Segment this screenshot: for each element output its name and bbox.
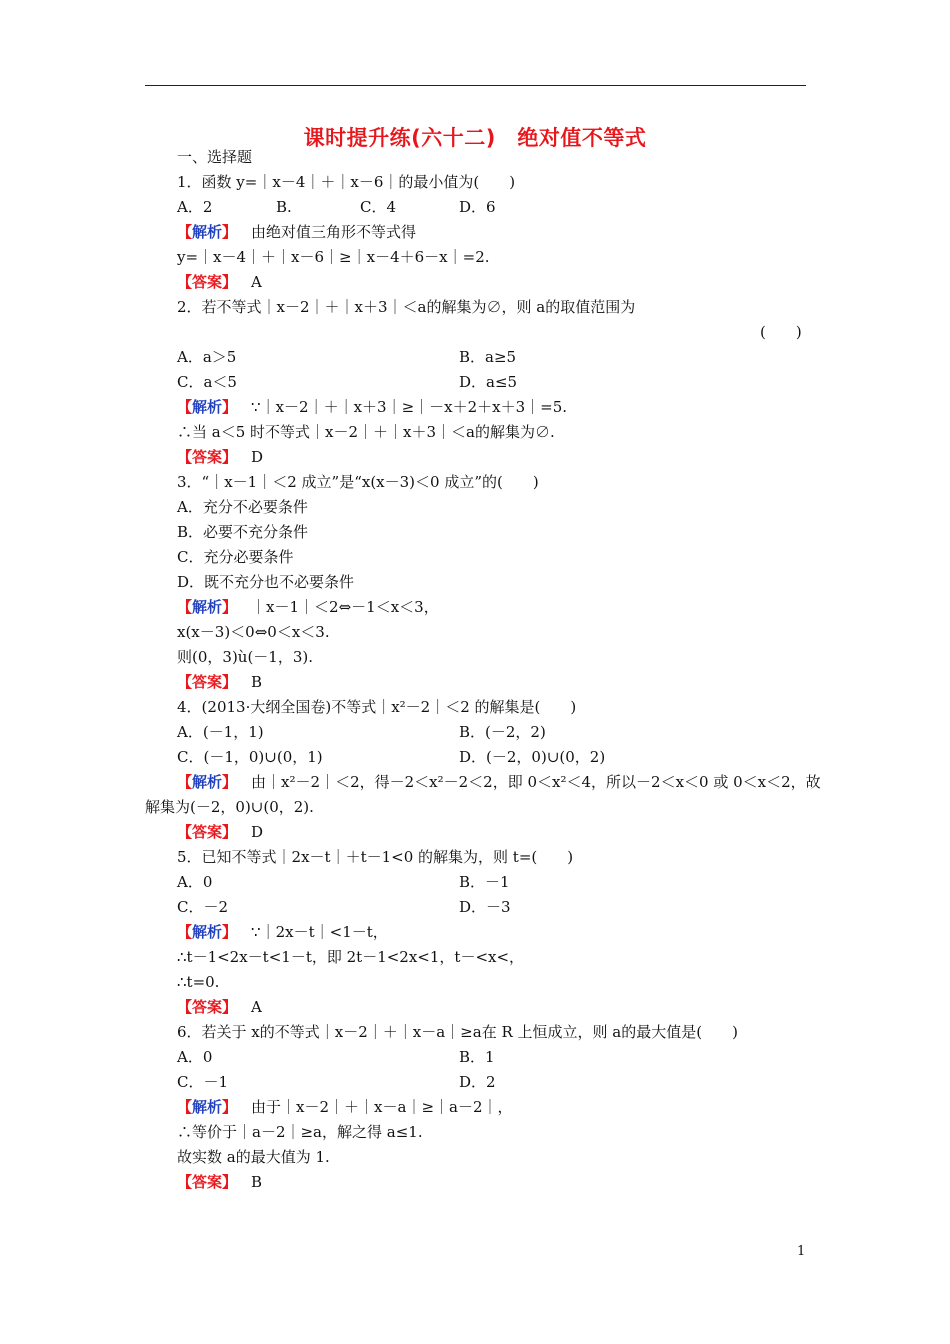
q2-option-a: A．a＞5 <box>177 348 237 366</box>
q6-option-a: A．0 <box>177 1048 213 1066</box>
q4-option-b: B．(－2，2) <box>459 723 546 741</box>
answer-tag: 【答案】 <box>177 673 238 691</box>
q1-analysis-line-2: y=｜x－4｜＋｜x－6｜≥｜x－4＋6－x｜=2. <box>177 248 490 266</box>
q6-option-b: B．1 <box>459 1048 495 1066</box>
q3-option-a: A．充分不必要条件 <box>177 498 308 516</box>
q4-analysis-line-2: 解集为(－2，0)∪(0，2). <box>145 798 314 816</box>
section-heading: 一、选择题 <box>177 148 253 166</box>
q5-option-b: B．－1 <box>459 873 510 891</box>
q5-stem: 5．已知不等式｜2x－t｜＋t－1<0 的解集为，则 t=( ) <box>177 848 574 866</box>
q1-analysis-line-1: 【解析】 由绝对值三角形不等式得 <box>177 223 417 241</box>
q2-option-c: C．a＜5 <box>177 373 237 391</box>
q1-option-d: D．6 <box>459 198 496 216</box>
header-rule <box>145 85 806 86</box>
q6-option-d: D．2 <box>459 1073 496 1091</box>
q5-analysis-line-2: ∴t－1<2x－t<1－t，即 2t－1<2x<1，t－<x<， <box>177 948 525 966</box>
analysis-tag: 【解析】 <box>177 923 238 941</box>
q4-stem: 4．(2013·大纲全国卷)不等式｜x²－2｜＜2 的解集是( ) <box>177 698 577 716</box>
q1-option-a: A．2 <box>177 198 213 216</box>
answer-tag: 【答案】 <box>177 823 238 841</box>
answer-tag: 【答案】 <box>177 273 238 291</box>
answer-tag: 【答案】 <box>177 448 238 466</box>
q3-analysis-line-3: 则(0，3)ù(－1，3). <box>177 648 314 666</box>
q3-analysis-line-2: x(x－3)＜0⇔0＜x＜3. <box>177 623 330 641</box>
answer-tag: 【答案】 <box>177 1173 238 1191</box>
q2-paren: ( ) <box>760 323 802 341</box>
q2-option-b: B．a≥5 <box>459 348 517 366</box>
q4-option-d: D．(－2，0)∪(0，2) <box>459 748 606 766</box>
q6-option-c: C．－1 <box>177 1073 229 1091</box>
q5-option-a: A．0 <box>177 873 213 891</box>
q6-analysis-line-1: 【解析】 由于｜x－2｜＋｜x－a｜≥｜a－2｜， <box>177 1098 513 1116</box>
q1-answer: 【答案】 A <box>177 273 262 291</box>
q5-option-d: D．－3 <box>459 898 511 916</box>
analysis-tag: 【解析】 <box>177 223 238 241</box>
q3-option-d: D．既不充分也不必要条件 <box>177 573 355 591</box>
q2-analysis-line-2: ∴当 a＜5 时不等式｜x－2｜＋｜x＋3｜＜a的解集为∅. <box>177 423 555 441</box>
q4-option-a: A．(－1，1) <box>177 723 264 741</box>
q2-analysis-line-1: 【解析】 ∵｜x－2｜＋｜x＋3｜≥｜－x＋2＋x＋3｜=5. <box>177 398 568 416</box>
q2-answer: 【答案】 D <box>177 448 264 466</box>
analysis-tag: 【解析】 <box>177 1098 238 1116</box>
q2-stem: 2．若不等式｜x－2｜＋｜x＋3｜＜a的解集为∅，则 a的取值范围为 <box>177 298 636 316</box>
q6-answer: 【答案】 B <box>177 1173 263 1191</box>
q5-analysis-line-3: ∴t=0. <box>177 973 220 991</box>
q6-analysis-line-3: 故实数 a的最大值为 1. <box>177 1148 330 1166</box>
q4-analysis-line-1: 【解析】 由｜x²－2｜＜2，得－2＜x²－2＜2，即 0＜x²＜4，所以－2＜x＜0 或 0＜x＜2，故 <box>177 773 821 791</box>
q4-answer: 【答案】 D <box>177 823 264 841</box>
q1-option-c: C．4 <box>360 198 397 216</box>
q5-option-c: C．－2 <box>177 898 229 916</box>
q1-option-b: B. <box>276 198 292 216</box>
q6-stem: 6．若关于 x的不等式｜x－2｜＋｜x－a｜≥a在 R 上恒成立，则 a的最大值是( ) <box>177 1023 738 1041</box>
q5-answer: 【答案】 A <box>177 998 262 1016</box>
analysis-tag: 【解析】 <box>177 773 238 791</box>
q3-answer: 【答案】 B <box>177 673 263 691</box>
q4-option-c: C．(－1，0)∪(0，1) <box>177 748 323 766</box>
q2-option-d: D．a≤5 <box>459 373 518 391</box>
q3-analysis-line-1: 【解析】 ｜x－1｜＜2⇔－1＜x＜3， <box>177 598 439 616</box>
q5-analysis-line-1: 【解析】 ∵｜2x－t｜<1－t， <box>177 923 388 941</box>
analysis-tag: 【解析】 <box>177 598 238 616</box>
page-title: 课时提升练(六十二) 绝对值不等式 <box>303 126 647 150</box>
q6-analysis-line-2: ∴等价于｜a－2｜≥a，解之得 a≤1. <box>177 1123 423 1141</box>
analysis-tag: 【解析】 <box>177 398 238 416</box>
page-number: 1 <box>797 1244 806 1259</box>
q3-option-b: B．必要不充分条件 <box>177 523 309 541</box>
q3-stem: 3．“｜x－1｜＜2 成立”是“x(x－3)＜0 成立”的( ) <box>177 473 539 491</box>
q1-stem: 1．函数 y=｜x－4｜＋｜x－6｜的最小值为( ) <box>177 173 516 191</box>
answer-tag: 【答案】 <box>177 998 238 1016</box>
q3-option-c: C．充分必要条件 <box>177 548 294 566</box>
